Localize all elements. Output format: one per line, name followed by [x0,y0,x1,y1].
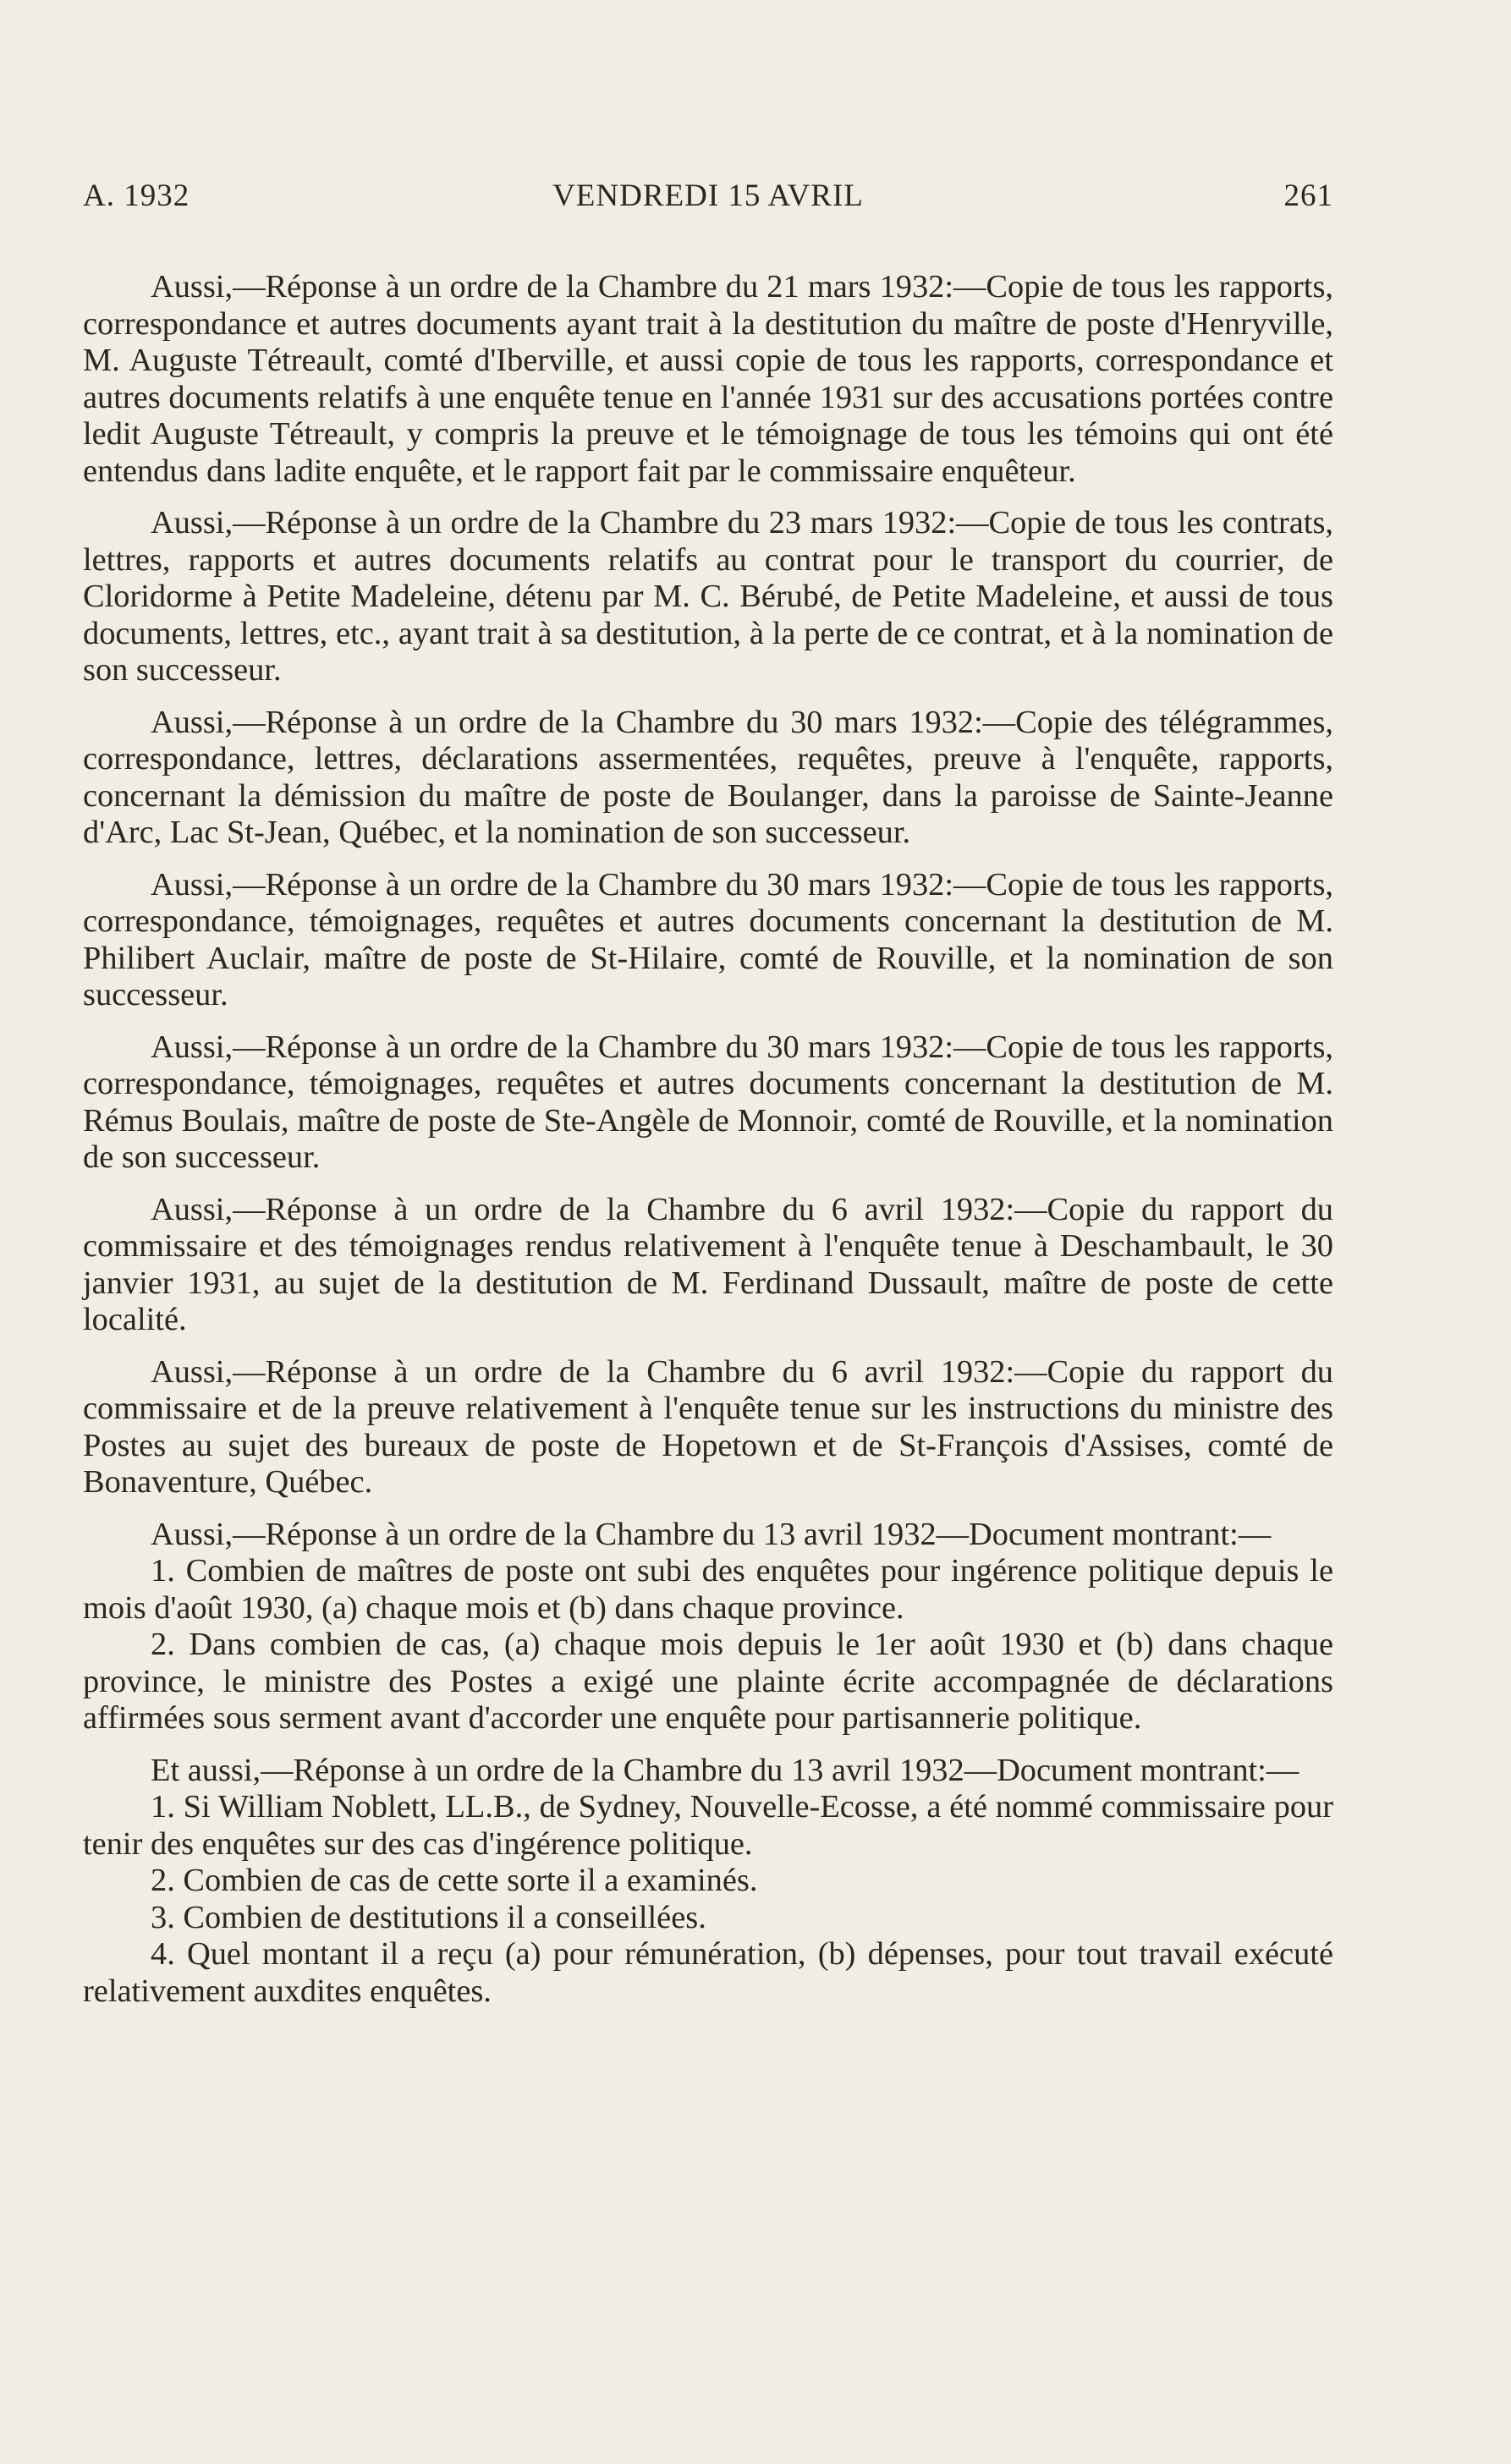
paragraph-berube: Aussi,—Réponse à un ordre de la Chambre du 23 mars 1932:—Copie de tous les contrats, lettres, rapports et autres documents relatifs au contrat pour le transport du courrier, de Cloridorme à Petite Madeleine, détenu par M. C. Bérubé, de Petite Madeleine, et aussi de tous documents, lettres, etc., ayant trait à sa destitution, à la perte de ce contrat, et à la nomination de son successeur. [83,505,1333,688]
return-one-intro: Aussi,—Réponse à un ordre de la Chambre du 13 avril 1932—Document montrant:— [151,1516,1272,1552]
list-item: 1. Si William Noblett, LL.B., de Sydney, Nouvelle-Ecosse, a été nommé commissaire pour tenir des enquêtes sur des cas d'ingérence politique. [83,1789,1333,1862]
list-item: 4. Quel montant il a reçu (a) pour rémunération, (b) dépenses, pour tout travail exécuté relativement auxdites enquêtes. [83,1936,1333,2009]
paragraph-auclair: Aussi,—Réponse à un ordre de la Chambre du 30 mars 1932:—Copie de tous les rapports, correspondance, témoignages, requêtes et autres documents concernant la destitution de M. Philibert Auclair, maître de poste de St-Hilaire, comté de Rouville, et la nomination de son successeur. [83,866,1333,1012]
paragraph-hopetown: Aussi,—Réponse à un ordre de la Chambre du 6 avril 1932:—Copie du rapport du commissaire et de la preuve relativement à l'enquête tenue sur les instructions du ministre des Postes au sujet des bureaux de poste de Hopetown et de St-François d'Assises, comté de Bonaventure, Québec. [83,1353,1333,1500]
paragraph-boulanger: Aussi,—Réponse à un ordre de la Chambre du 30 mars 1932:—Copie des télégrammes, correspondance, lettres, déclarations assermentées, requêtes, preuve à l'enquête, rapports, concernant la démission du maître de poste de Boulanger, dans la paroisse de Sainte-Jeanne d'Arc, Lac St-Jean, Québec, et la nomination de son successeur. [83,704,1333,850]
list-item: 3. Combien de destitutions il a conseillées. [151,1899,706,1935]
list-item: 2. Dans combien de cas, (a) chaque mois depuis le 1er août 1930 et (b) dans chaque province, le ministre des Postes a exigé une plainte écrite accompagnée de déclarations affirmées sous serment avant d'accorder une enquête pour partisannerie politique. [83,1627,1333,1736]
return-two-intro: Et aussi,—Réponse à un ordre de la Chambre du 13 avril 1932—Document montrant:— [151,1752,1299,1788]
paragraph-dussault: Aussi,—Réponse à un ordre de la Chambre du 6 avril 1932:—Copie du rapport du commissaire et des témoignages rendus relativement à l'enquête tenue à Deschambault, le 30 janvier 1931, au sujet de la destitution de M. Ferdinand Dussault, maître de poste de cette localité. [83,1191,1333,1337]
list-item: 2. Combien de cas de cette sorte il a examinés. [151,1863,758,1898]
header-year: A. 1932 [83,178,190,213]
page-number: 261 [1283,178,1333,213]
running-header [83,178,1333,220]
list-item: 1. Combien de maîtres de poste ont subi des enquêtes pour ingérence politique depuis le mois d'août 1930, (a) chaque mois et (b) dans chaque province. [83,1553,1333,1626]
paragraph-tetreault: Aussi,—Réponse à un ordre de la Chambre du 21 mars 1932:—Copie de tous les rapports, correspondance et autres documents ayant trait à la destitution du maître de poste d'Henryville, M. Auguste Tétreault, comté d'Iberville, et aussi copie de tous les rapports, correspondance et autres documents relatifs à une enquête tenue en l'année 1931 sur des accusations portées contre ledit Auguste Tétreault, y compris la preuve et le témoignage de tous les témoins qui ont été entendus dans ladite enquête, et le rapport fait par le commissaire enquêteur. [83,269,1333,489]
document-body [83,269,1333,2010]
header-date: VENDREDI 15 AVRIL [552,178,864,213]
paragraph-boulais: Aussi,—Réponse à un ordre de la Chambre du 30 mars 1932:—Copie de tous les rapports, correspondance, témoignages, requêtes et autres documents concernant la destitution de M. Rémus Boulais, maître de poste de Ste-Angèle de Monnoir, comté de Rouville, et la nomination de son successeur. [83,1029,1333,1175]
